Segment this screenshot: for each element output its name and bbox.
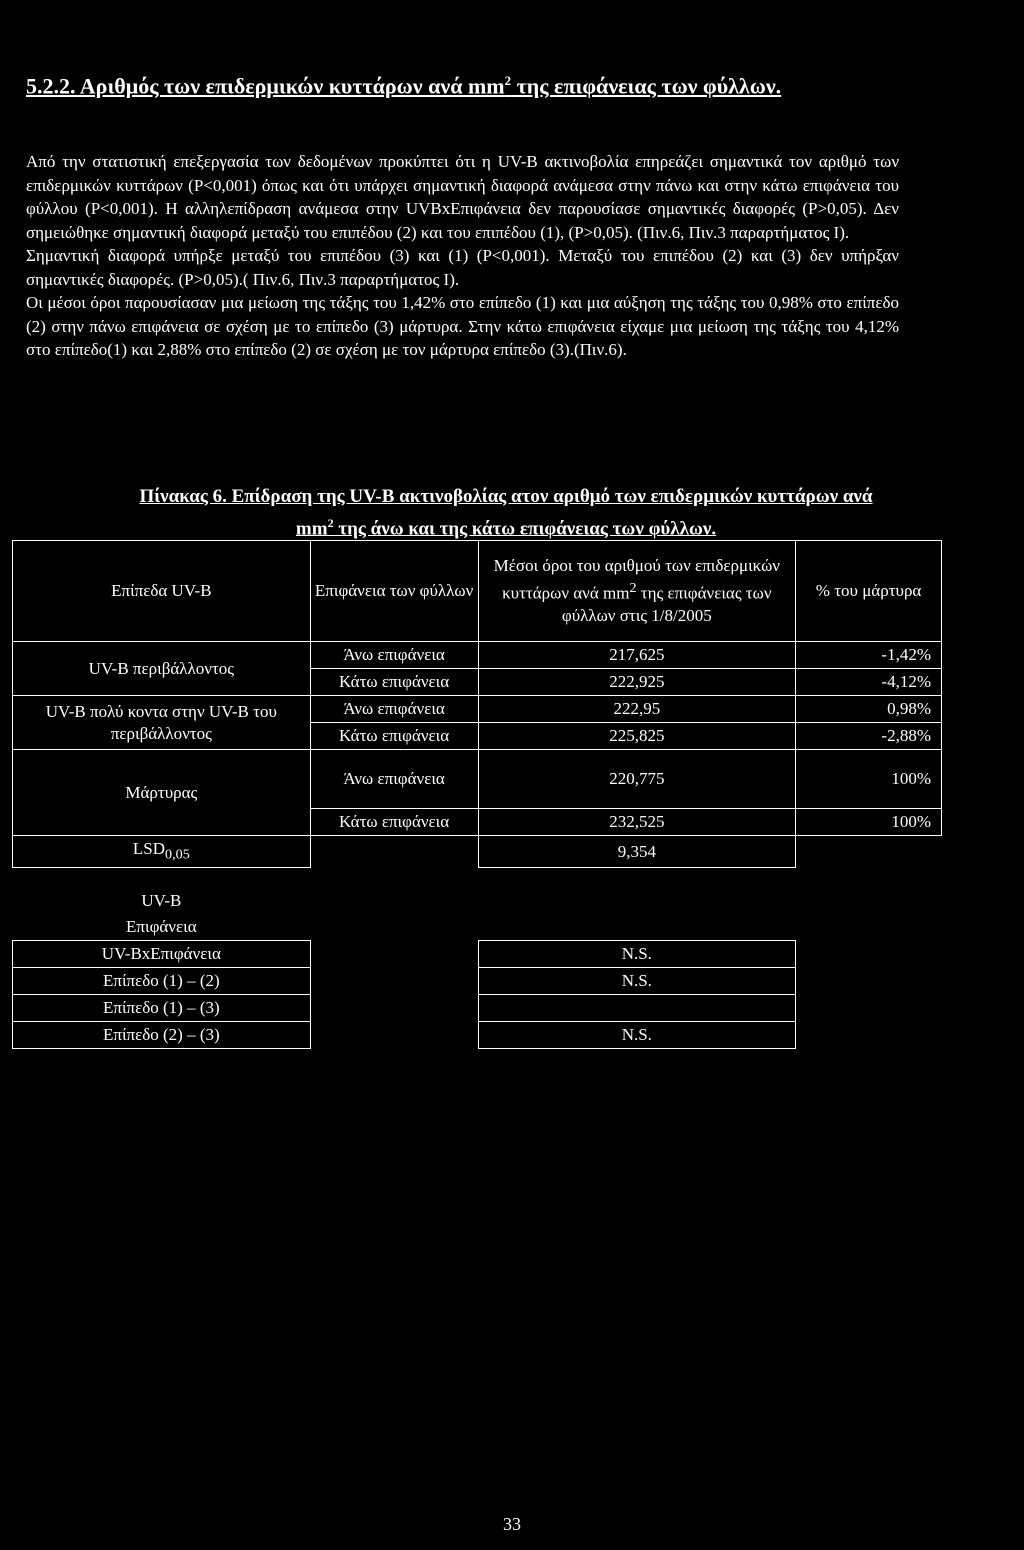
caption-text-end: της άνω και της κάτω επιφάνειας των φύλλων. (333, 518, 717, 540)
paragraph: Σημαντική διαφορά υπήρξε μεταξύ του επιπέδου (3) και (1) (P<0,001). Μεταξύ του επιπέδου (2) και (3) δεν υπήρξαν σημαντικές διαφορές. (P>0,05).( Πιν.6, Πιν.3 παραρτήματος Ι). (26, 246, 899, 289)
pct-cell: 100% (796, 750, 942, 809)
lsd-label (13, 836, 311, 868)
stats-value (478, 995, 796, 1022)
header-means-text-end: της επιφάνειας των φύλλων στις 1/8/2005 (561, 583, 772, 625)
section-heading-text: 5.2.2. Αριθμός των επιδερμικών κυττάρων ανά mm (26, 73, 505, 99)
stats-row (13, 868, 942, 915)
lsd-label-subscript: 0,05 (165, 846, 190, 863)
stats-row (13, 995, 942, 1022)
stats-label: Επιφάνεια (126, 917, 197, 937)
lsd-row (13, 836, 942, 868)
table-row (13, 696, 942, 723)
mean-cell: 225,825 (478, 723, 796, 750)
section-heading-text-end: της επιφάνειας των φύλλων. (511, 73, 782, 99)
table-row (13, 642, 942, 669)
header-pct: % του μάρτυρα (796, 541, 942, 642)
surface-cell: Κάτω επιφάνεια (310, 809, 478, 836)
stats-row (13, 941, 942, 968)
stats-value: N.S. (478, 941, 796, 968)
stats-value: N.S. (478, 1022, 796, 1049)
lsd-value: 9,354 (478, 836, 796, 868)
header-surface: Επιφάνεια των φύλλων (310, 541, 478, 642)
paragraph: Από την στατιστική επεξεργασία των δεδομένων προκύπτει ότι η UV-B ακτινοβολία επηρεάζει σημαντικά τον αριθμό των επιδερμικών κυττάρων (P<0,001) όπως και ότι υπάρχει σημαντική διαφορά ανάμεσα στην πάνω και στην κάτω επιφάνεια του φύλλου (P<0,001). Η αλληλεπίδραση ανάμεσα στην UVBxΕπιφάνεια δεν παρουσίασε σημαντικές διαφορές (P>0,05). Δεν σημειώθηκε σημαντική διαφορά μεταξύ του επιπέδου (2) και του επιπέδου (1), (P>0,05). (Πιν.6, Πιν.3 παραρτήματος Ι). (26, 152, 899, 242)
level-cell: UV-B περιβάλλοντος (13, 642, 311, 696)
section-heading-superscript: 2 (504, 73, 512, 88)
surface-cell: Κάτω επιφάνεια (310, 669, 478, 696)
stats-row (13, 968, 942, 995)
stats-label: Επίπεδο (1) – (3) (13, 995, 311, 1022)
mean-cell: 217,625 (478, 642, 796, 669)
mean-cell: 232,525 (478, 809, 796, 836)
table-row (13, 750, 942, 809)
surface-cell: Κάτω επιφάνεια (310, 723, 478, 750)
table-header-row (13, 541, 942, 642)
stats-label: UV-B (141, 891, 182, 911)
page-number: 33 (503, 1514, 521, 1534)
stats-value: N.S. (478, 968, 796, 995)
results-table (12, 540, 942, 1049)
section-heading (26, 66, 956, 101)
level-cell: UV-B πολύ κοντα στην UV-B του περιβάλλοντος (13, 696, 311, 750)
caption-unit: mm (295, 518, 328, 540)
stats-row (13, 914, 942, 941)
pct-cell: 100% (796, 809, 942, 836)
mean-cell: 222,925 (478, 669, 796, 696)
pct-cell: -2,88% (796, 723, 942, 750)
surface-cell: Άνω επιφάνεια (310, 642, 478, 669)
body-text (26, 150, 899, 362)
mean-cell: 222,95 (478, 696, 796, 723)
header-means-text: Μέσοι όροι του αριθμού των επιδερμικών κυττάρων ανά mm (493, 556, 780, 603)
header-means (478, 541, 796, 642)
stats-row (13, 1022, 942, 1049)
header-levels: Επίπεδα UV-B (13, 541, 311, 642)
table-caption-line: Πίνακας 6. Επίδραση της UV-B ακτινοβολίας ατον αριθμό των επιδερμικών κυττάρων ανά (139, 486, 873, 507)
stats-label: Επίπεδο (2) – (3) (13, 1022, 311, 1049)
paragraph: Οι μέσοι όροι παρουσίασαν μια μείωση της τάξης του 1,42% στο επίπεδο (1) και μια αύξηση της τάξης του 0,98% στο επίπεδο (2) στην πάνω επιφάνεια σε σχέση με το επίπεδο (3) μάρτυρα. Στην κάτω επιφάνεια είχαμε μια μείωση της τάξης του 4,12% στο επίπεδο(1) και 2,88% στο επίπεδο (2) σε σχέση με τον μάρτυρα επίπεδο (3).(Πιν.6). (26, 293, 899, 359)
stats-value (478, 868, 796, 915)
table-caption-line (26, 510, 986, 542)
pct-cell: 0,98% (796, 696, 942, 723)
stats-label: Επίπεδο (1) – (2) (13, 968, 311, 995)
lsd-label-text: LSD (132, 839, 165, 858)
pct-cell: -1,42% (796, 642, 942, 669)
stats-label: UV-BxΕπιφάνεια (13, 941, 311, 968)
mean-cell: 220,775 (478, 750, 796, 809)
table-caption (26, 484, 986, 542)
header-means-superscript: 2 (629, 580, 637, 597)
caption-superscript: 2 (327, 516, 334, 530)
stats-value (478, 914, 796, 941)
surface-cell: Άνω επιφάνεια (310, 750, 478, 809)
pct-cell: -4,12% (796, 669, 942, 696)
level-cell: Μάρτυρας (13, 750, 311, 836)
surface-cell: Άνω επιφάνεια (310, 696, 478, 723)
